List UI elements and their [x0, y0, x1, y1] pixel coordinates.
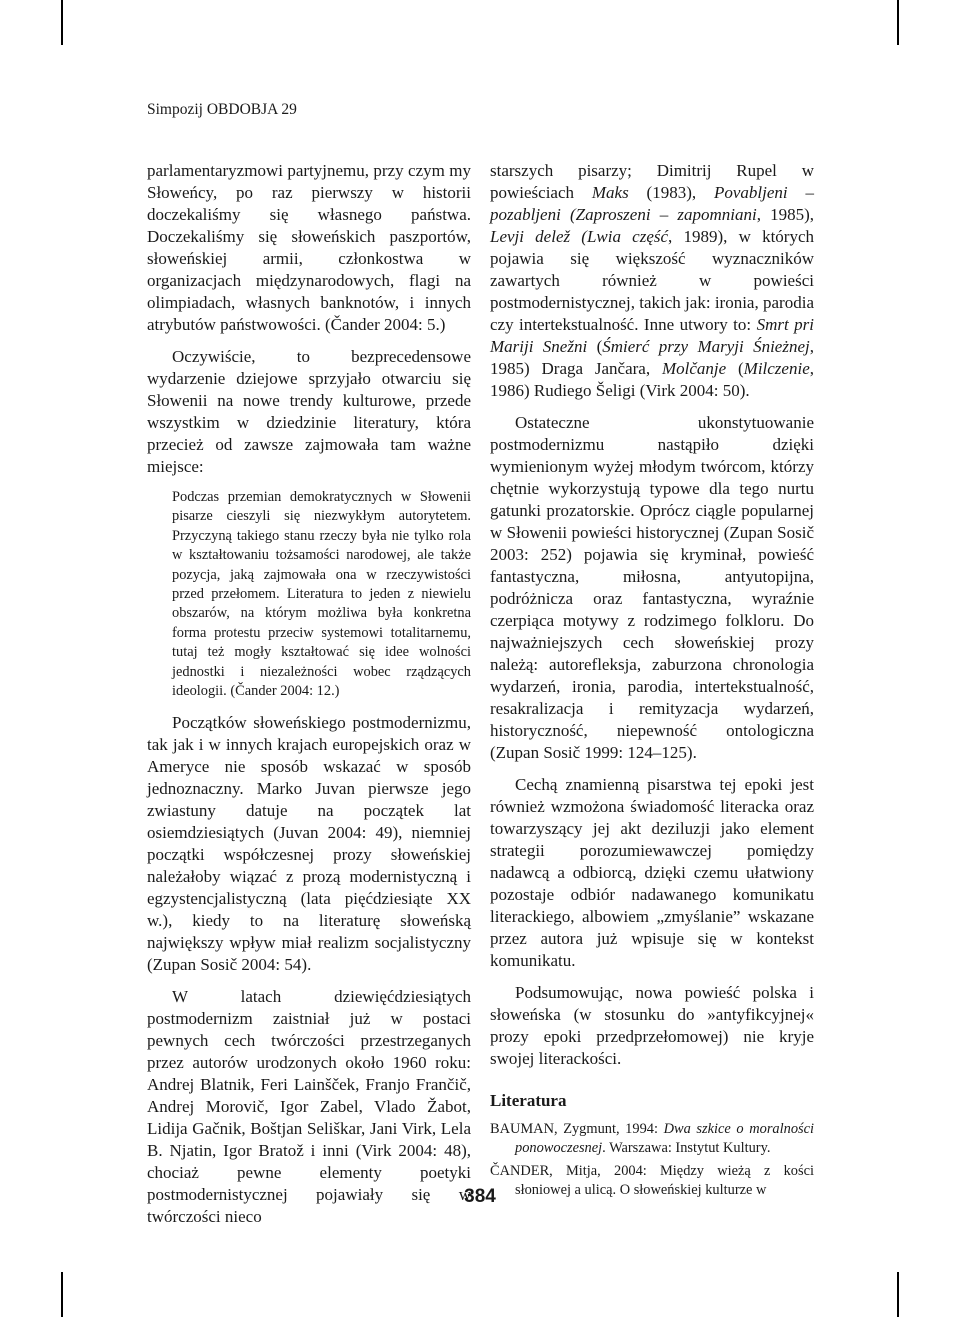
right-column	[490, 160, 814, 1204]
book-title: Dwa szkice o moralności ponowoczesnej	[515, 1121, 815, 1157]
paragraph: starszych pisarzy; Dimitrij Rupel w powieściach Maks (1983), Povabljeni – pozabljeni (Zaproszeni – zapomniani, 1985), Levji delež (Lwia część, 1989), w których pojawia się większość wyznaczników zawartych również w powieści postmodernistycznej, takich jak: ironia, parodia czy intertekstualność. Inne utwory to: Smrt pri Mariji Snežni (Śmierć przy Maryji Śnieżnej, 1985) Draga Jančara, Molčanje (Milczenie, 1986) Rudiego Šeligi (Virk 2004: 50).	[490, 161, 814, 400]
book-title: Śmierć przy Maryji Śnieżnej	[602, 337, 810, 356]
paragraph: Oczywiście, to bezprecedensowe wydarzenie dziejowe sprzyjało otwarciu się Słowenii na nowe trendy kulturowe, przede wszystkim w dziedzinie literatury, która przecież od zawsze zajmowała tam ważne miejsce:	[147, 347, 471, 476]
book-title: Molčanje	[661, 359, 727, 378]
crop-mark-bottom-right	[897, 1272, 899, 1317]
book-title: Maks	[591, 183, 629, 202]
reference-entry: ČANDER, Mitja, 2004: Między wieżą z kości słoniowej a ulicą. O słoweńskiej kulturze w	[490, 1162, 814, 1199]
book-title: Smrt pri Mariji Snežni	[490, 315, 814, 356]
block-quote: Podczas przemian demokratycznych w Słowenii pisarze cieszyli się niezwykłym autorytetem. Przyczyną takiego stanu rzeczy była nie tylko rola w kształtowaniu tożsamości narodowej, ale także pozycja, jaką zajmowała ona w rzeczywistości przed przełomem. Literatura to jeden z niewielu obszarów, na którym możliwa była konkretna forma protestu przeciw systemowi totalitarnemu, tutaj też mogły kształtować się idee wolności jednostki i niezależności wobec rządzących ideologii. (Čander 2004: 12.)	[172, 489, 471, 700]
crop-mark-bottom-left	[61, 1272, 63, 1317]
book-title: Levji delež (Lwia część	[490, 227, 669, 246]
book-title: Milczenie	[743, 359, 810, 378]
references-heading: Literatura	[490, 1091, 567, 1110]
paragraph: W latach dziewięćdziesiątych postmodernizm zaistniał już w postaci pewnych cech twórczości przestrzeganych przez autorów urodzonych około 1960 roku: Andrej Blatnik, Feri Lainšček, Franjo Frančič, Andrej Morovič, Igor Zabel, Vlado Žabot, Lidija Gačnik, Boštjan Seliškar, Jani Virk, Lela B. Njatin, Igor Bratož i inni (Virk 2004: 48), chociaż pewne elementy poetyki postmodernistycznej pojawiały się w twórczości nieco	[147, 987, 471, 1227]
paragraph: Cechą znamienną pisarstwa tej epoki jest również wzmożona świadomość literacka oraz towarzyszący jej akt deziluzji jako element strategii porozumiewawczej pomiędzy nadawcą a odbiorcą, dzięki czemu ułatwiony pozostaje odbiór nadawanego komunikatu literackiego, albowiem „zmyślanie” wskazane przez autora już wpisuje się w kontekst komunikatu.	[490, 775, 814, 970]
reference-entry: BAUMAN, Zygmunt, 1994: Dwa szkice o moralności ponowoczesnej. Warszawa: Instytut Kultury.	[490, 1121, 815, 1157]
paragraph: Podsumowując, nowa powieść polska i słoweńska (w stosunku do »antyfikcyjnej« prozy epoki przedprzełomowej) nie kryje swojej literackości.	[490, 983, 814, 1068]
page-number: 384	[464, 1186, 496, 1207]
running-header: Simpozij OBDOBJA 29	[147, 101, 297, 118]
book-title: Povabljeni – pozabljeni (Zaproszeni – zapomniani	[490, 183, 814, 224]
paragraph: parlamentaryzmowi partyjnemu, przy czym my Słoweńcy, po raz pierwszy w historii doczekaliśmy się własnego państwa. Doczekaliśmy się słoweńskich paszportów, słoweńskiej armii, członkostwa w organizacjach międzynarodowych, flagi na olimpiadach, własnych banknotów, i innych atrybutów państwowości. (Čander 2004: 5.)	[147, 161, 471, 334]
paragraph: Początków słoweńskiego postmodernizmu, tak jak i w innych krajach europejskich oraz w Ameryce nie sposób wskazać w sposób jednoznaczny. Marko Juvan pierwsze jego zwiastuny datuje na początek lat osiemdziesiątych (Juvan 2004: 49), niemniej początki współczesnej prozy słoweńskiej należałoby wiązać z prozą modernistyczną i egzystencjalistyczną (lata pięćdziesiąte XX w.), kiedy to na literaturę słoweńską największy wpływ miał realizm socjalistyczny (Zupan Sosič 2004: 54).	[147, 713, 471, 975]
crop-mark-top-left	[61, 0, 63, 45]
paragraph: Ostateczne ukonstytuowanie postmodernizmu nastąpiło dzięki wymienionym wyżej młodym twórcom, którzy chętnie wykorzystują typowe dla tego nurtu gatunki prozatorskie. Oprócz ciągle popularnej w Słowenii powieści historycznej (Zupan Sosič 2003: 252) pojawia się kryminał, powieść fantastyczna, miłosna, antyutopijna, podróżnicza oraz fantastyczna, wyraźnie czerpiąca motywy z rodzimego folkloru. Do najważniejszych cech słoweńskiej prozy należą: autorefleksja, zaburzona chronologia wydarzeń, ironia, parodia, intertekstualność, resakralizacja i remityzacja wydarzeń, historyczność, niepewność ontologiczna (Zupan Sosič 1999: 124–125).	[490, 413, 814, 762]
left-column	[147, 160, 471, 1228]
crop-mark-top-right	[897, 0, 899, 45]
